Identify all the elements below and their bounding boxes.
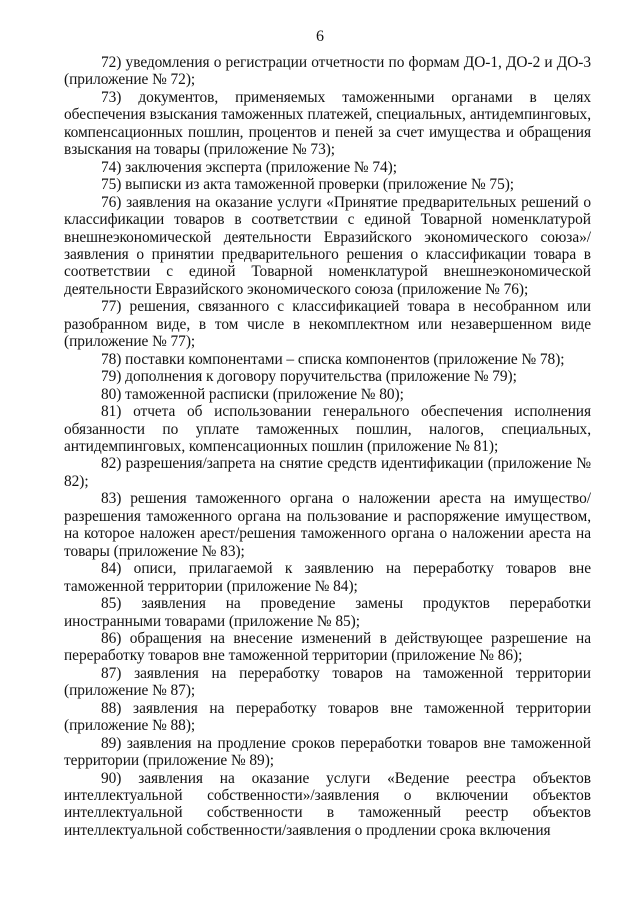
- page-number: 6: [316, 28, 324, 45]
- list-item-78: 78) поставки компонентами – списка компонентов (приложение № 78);: [101, 350, 565, 368]
- list-item-77: 77) решения, связанного с классификацией товара в несобранном или разобранном виде, в том числе в некомплектном или незавершенном виде (приложение № 77);: [64, 298, 591, 351]
- list-item-72: 72) уведомления о регистрации отчетности по формам ДО-1, ДО-2 и ДО-3 (приложение № 72);: [64, 54, 591, 89]
- list-item-89: 89) заявления на продление сроков переработки товаров вне таможенной территории (приложение № 89);: [64, 734, 591, 770]
- list-item-85: 85) заявления на проведение замены продуктов переработки иностранными товарами (приложение № 85);: [64, 595, 591, 630]
- document-body: [64, 54, 591, 839]
- list-item-80: 80) таможенной расписки (приложение № 80);: [101, 385, 404, 403]
- list-item-76: 76) заявления на оказание услуги «Принятие предварительных решений о классификации товаров в соответствии с единой Товарной номенклатурой внешнеэкономической деятельности Евразийского экономического союза»/заявления о принятии предварительного решения о классификации товара в соответствии с единой Товарной номенклатурой внешнеэкономической деятельности Евразийского экономического союза (приложение № 76);: [64, 193, 591, 298]
- list-item-79: 79) дополнения к договору поручительства (приложение № 79);: [101, 368, 517, 386]
- list-item-83: 83) решения таможенного органа о наложении ареста на имущество/разрешения таможенного органа на пользование и распоряжение имуществом, на которое наложен арест/решения таможенного органа о наложении ареста на товары (приложение № 83);: [64, 490, 591, 560]
- list-item-90: 90) заявления на оказание услуги «Ведение реестра объектов интеллектуальной собственности»/заявления о включении объектов интеллектуальной собственности в таможенный реестр объектов интеллектуальной собственности/заявления о продлении срока включения: [64, 769, 591, 839]
- list-item-81: 81) отчета об использовании генерального обеспечения исполнения обязанности по уплате таможенных пошлин, налогов, специальных, антидемпинговых, компенсационных пошлин (приложение № 81);: [64, 403, 591, 455]
- list-item-74: 74) заключения эксперта (приложение № 74);: [101, 158, 397, 176]
- list-item-84: 84) описи, прилагаемой к заявлению на переработку товаров вне таможенной территории (приложение № 84);: [64, 560, 591, 595]
- list-item-87: 87) заявления на переработку товаров на таможенной территории (приложение № 87);: [64, 664, 591, 700]
- list-item-82: 82) разрешения/запрета на снятие средств идентификации (приложение № 82);: [64, 455, 591, 490]
- list-item-86: 86) обращения на внесение изменений в действующее разрешение на переработку товаров вне таможенной территории (приложение № 86);: [64, 629, 591, 665]
- list-item-75: 75) выписки из акта таможенной проверки (приложение № 75);: [101, 176, 515, 194]
- list-item-73: 73) документов, применяемых таможенными органами в целях обеспечения взыскания таможенных платежей, специальных, антидемпинговых, компенсационных пошлин, процентов и пеней за счет имущества и обращения взыскания на товары (приложение № 73);: [64, 88, 591, 159]
- list-item-88: 88) заявления на переработку товаров вне таможенной территории (приложение № 88);: [64, 699, 591, 735]
